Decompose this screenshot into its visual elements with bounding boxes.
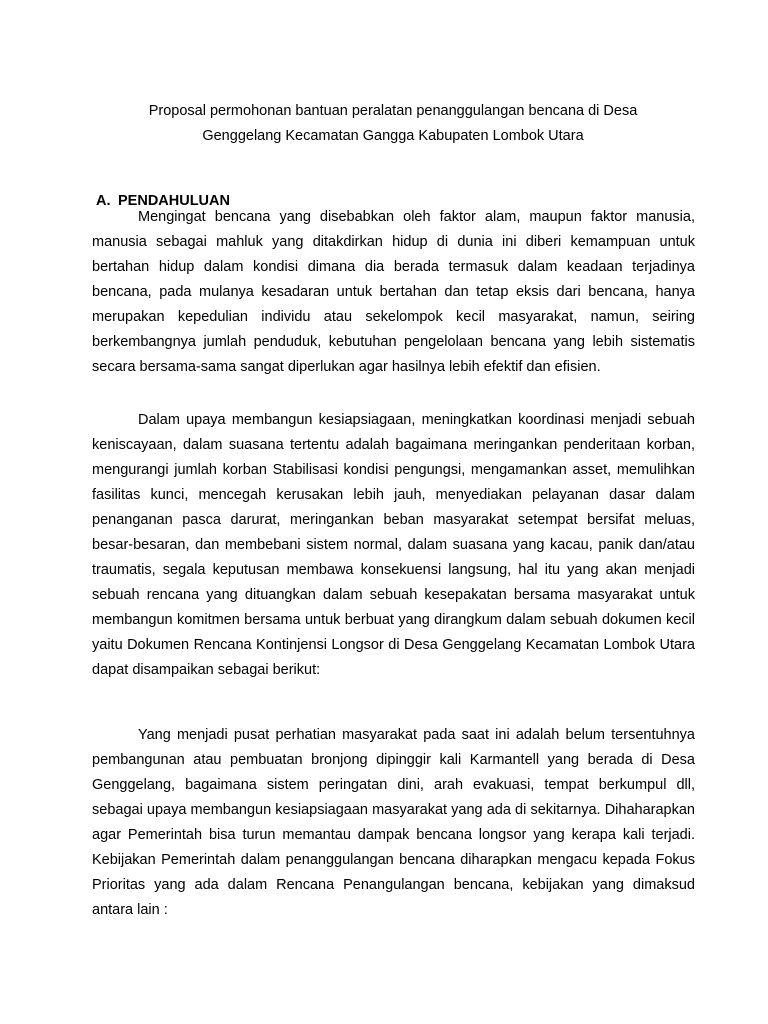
section-number: A.	[96, 193, 111, 209]
paragraph-2: Dalam upaya membangun kesiapsiagaan, meningkatkan koordinasi menjadi sebuah keniscayaan, dalam suasana tertentu adalah bagaimana meringankan penderitaan korban, mengurangi jumlah korban Stabilisasi kondisi pengungsi, mengamankan asset, memulihkan fasilitas kunci, mencegah kerusakan lebih jauh, menyediakan pelayanan dasar dalam penanganan pasca darurat, meringankan beban masyarakat setempat bersifat meluas, besar-besaran, dan membebani sistem normal, dalam suasana yang kacau, panik dan/atau traumatis, segala keputusan membawa konsekuensi langsung, hal itu yang akan menjadi sebuah rencana yang dituangkan dalam sebuah kesepakatan bersama masyarakat untuk membangun komitmen bersama untuk berbuat yang dirangkum dalam sebuah dokumen kecil yaitu Dokumen Rencana Kontinjensi Longsor di Desa Genggelang Kecamatan Lombok Utara dapat disampaikan sebagai berikut:	[92, 412, 695, 678]
document-title-line-1: Proposal permohonan bantuan peralatan penanggulangan bencana di Desa	[148, 103, 638, 119]
paragraph-1: Mengingat bencana yang disebabkan oleh faktor alam, maupun faktor manusia, manusia sebagai mahluk yang ditakdirkan hidup di dunia ini diberi kemampuan untuk bertahan hidup dalam kondisi dimana dia berada termasuk dalam keadaan terjadinya bencana, pada mulanya kesadaran untuk bertahan dan tetap eksis dari bencana, hanya merupakan kepedulian individu atau sekelompok kecil masyarakat, namun, seiring berkembangnya jumlah penduduk, kebutuhan pengelolaan bencana yang lebih sistematis secara bersama-sama sangat diperlukan agar hasilnya lebih efektif dan efisien.	[92, 209, 695, 375]
document-title-line-2: Genggelang Kecamatan Gangga Kabupaten Lombok Utara	[202, 128, 584, 144]
paragraph-3: Yang menjadi pusat perhatian masyarakat pada saat ini adalah belum tersentuhnya pembangunan atau pembuatan bronjong dipinggir kali Karmantell yang berada di Desa Genggelang, bagaimana sistem peringatan dini, arah evakuasi, tempat berkumpul dll, sebagai upaya membangun kesiapsiagaan masyarakat yang ada di sekitarnya. Dihaharapkan agar Pemerintah bisa turun memantau dampak bencana longsor yang kerapa kali terjadi. Kebijakan Pemerintah dalam penanggulangan bencana diharapkan mengacu kepada Fokus Prioritas yang ada dalam Rencana Penangulangan bencana, kebijakan yang dimaksud antara lain :	[92, 727, 695, 918]
section-heading-text: PENDAHULUAN	[118, 193, 230, 209]
